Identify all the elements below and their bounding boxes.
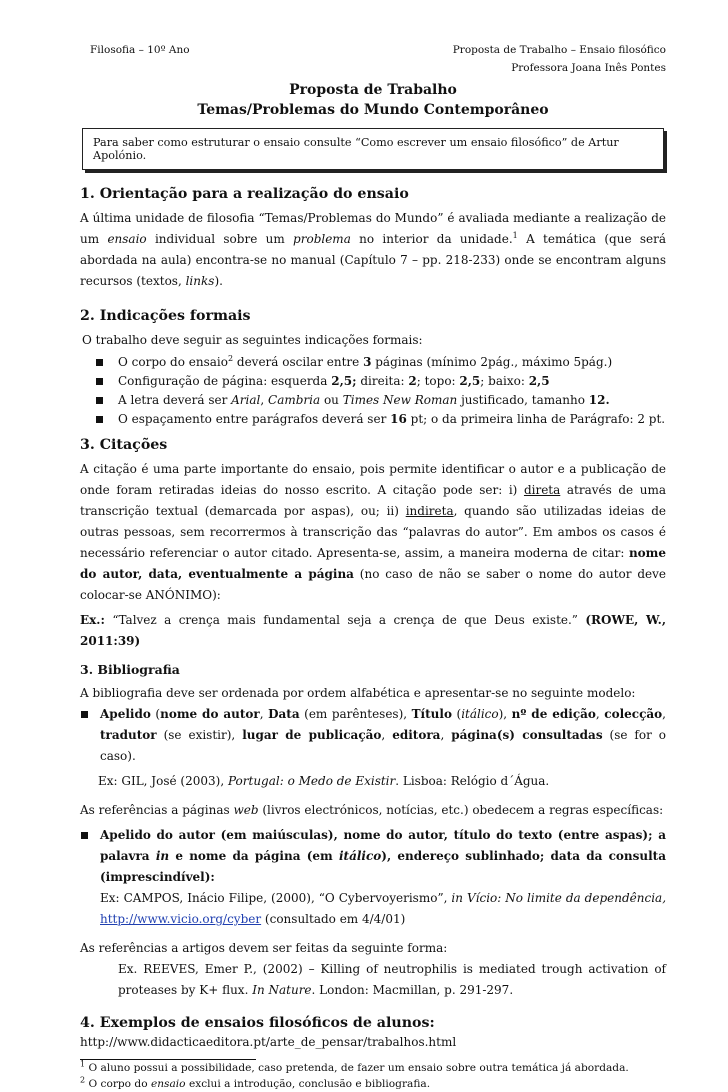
- square-bullet-icon: [96, 378, 103, 385]
- article-references-intro: As referências a artigos devem ser feitas da seguinte forma:: [80, 941, 448, 955]
- bibliography-list: [80, 704, 666, 767]
- article-example: Ex. REEVES, Emer P., (2002) – Killing of neutrophilis is mediated trough activation of proteases by K+ flux. In Nature. London: Macmillan, p. 291-297.: [118, 962, 666, 997]
- section-1-body: A última unidade de filosofia “Temas/Problemas do Mundo” é avaliada mediante a realização de um ensaio individual sobre um problema no interior da unidade.$^1$ A temática (que será abordada na aula) encontra-se no manual (Capítulo 7 – pp. 218-233) onde se encontram alguns recursos (textos, links).: [80, 211, 667, 288]
- footnote-ref-2: 2: [227, 354, 234, 363]
- square-bullet-icon: [81, 711, 88, 718]
- square-bullet-icon: [96, 397, 103, 404]
- footnote-ref-1: 1: [512, 231, 518, 240]
- page-header-teacher: [80, 62, 666, 74]
- header-course: Filosofia – 10º Ano: [90, 44, 190, 56]
- page-header: [80, 0, 666, 56]
- title-block: [80, 80, 666, 120]
- citation-example: Ex.: “Talvez a crença mais fundamental seja a crença de que Deus existe.” (ROWE, W., 2011:39): [80, 613, 667, 648]
- header-teacher: Professora Joana Inês Pontes: [511, 62, 666, 74]
- section-3-heading: 3. Citações: [80, 437, 168, 453]
- examples-url[interactable]: http://www.didacticaeditora.pt/arte_de_pensar/trabalhos.html: [80, 1035, 457, 1049]
- list-item: Apelido (nome do autor, Data (em parênteses), Título (itálico), nº de edição, colecção, tradutor (se existir), lugar de publicação, editora, página(s) consultadas (se for o caso).: [80, 704, 666, 767]
- doc-subtitle: Temas/Problemas do Mundo Contemporâneo: [197, 102, 549, 118]
- square-bullet-icon: [96, 416, 103, 423]
- list-item: Apelido do autor (em maiúsculas), nome do autor, título do texto (entre aspas); a palavra in e nome da página (em itálico), endereço sublinhado; data da consulta (imprescindível):: [80, 825, 666, 888]
- list-item: Configuração de página: esquerda 2,5; direita: 2; topo: 2,5; baixo: 2,5: [80, 372, 666, 391]
- doc-title: Proposta de Trabalho: [289, 82, 457, 98]
- section-3-body: A citação é uma parte importante do ensaio, pois permite identificar o autor e a publicação de onde foram retiradas ideias do nosso escrito. A citação pode ser: i) direta através de uma transcrição textual (demarcada por aspas), ou; ii) indireta, quando são utilizadas ideias de outras pessoas, sem recorrermos à transcrição das “palavras do autor”. Em ambos os casos é necessário referenciar o autor citado. Apresenta-se, assim, a maneira moderna de citar: nome do autor, data, eventualmente a página (no caso de não se saber o nome do autor deve colocar-se ANÓNIMO):: [80, 462, 667, 602]
- section-4-heading: 4. Exemplos de ensaios filosóficos de alunos:: [80, 1015, 435, 1031]
- footnote-1: $^1$ O aluno possui a possibilidade, caso pretenda, de fazer um ensaio sobre outra temática já abordada.: [80, 1059, 629, 1074]
- bibliography-intro: A bibliografia deve ser ordenada por ordem alfabética e apresentar-se no seguinte modelo:: [80, 686, 636, 700]
- section-1-heading: 1. Orientação para a realização do ensaio: [80, 186, 409, 202]
- list-item: O espaçamento entre parágrafos deverá ser 16 pt; o da primeira linha de Parágrafo: 2 pt.: [80, 410, 666, 429]
- web-example: Ex: CAMPOS, Inácio Filipe, (2000), “O Cybervoyerismo”, in Vício: No limite da dependência, http://www.vicio.org/cyber (consultado em 4/4/01): [100, 891, 667, 926]
- square-bullet-icon: [96, 359, 103, 366]
- web-references-intro: As referências a páginas web (livros electrónicos, notícias, etc.) obedecem a regras específicas:: [80, 803, 664, 817]
- header-doc-title: Proposta de Trabalho – Ensaio filosófico: [452, 44, 666, 56]
- web-reference-list: [80, 825, 666, 888]
- section-bibliography-heading: 3. Bibliografia: [80, 662, 180, 677]
- section-2-intro: O trabalho deve seguir as seguintes indicações formais:: [82, 333, 423, 347]
- section-2-heading: 2. Indicações formais: [80, 308, 251, 324]
- list-item: O corpo do ensaio$^2$ deverá oscilar entre 3 páginas (mínimo 2pág., máximo 5pág.): [80, 353, 666, 372]
- list-item: A letra deverá ser Arial, Cambria ou Times New Roman justificado, tamanho 12.: [80, 391, 666, 410]
- format-list: [80, 353, 666, 429]
- footnote-2: $^2$ O corpo do ensaio exclui a introdução, conclusão e bibliografia.: [80, 1075, 431, 1090]
- book-example: Ex: GIL, José (2003), Portugal: o Medo de Existir. Lisboa: Relógio d´Água.: [98, 774, 550, 788]
- vicio-link[interactable]: http://www.vicio.org/cyber: [100, 912, 262, 926]
- note-box: Para saber como estruturar o ensaio consulte “Como escrever um ensaio filosófico” de Artur Apolónio.: [82, 128, 664, 170]
- square-bullet-icon: [81, 832, 88, 839]
